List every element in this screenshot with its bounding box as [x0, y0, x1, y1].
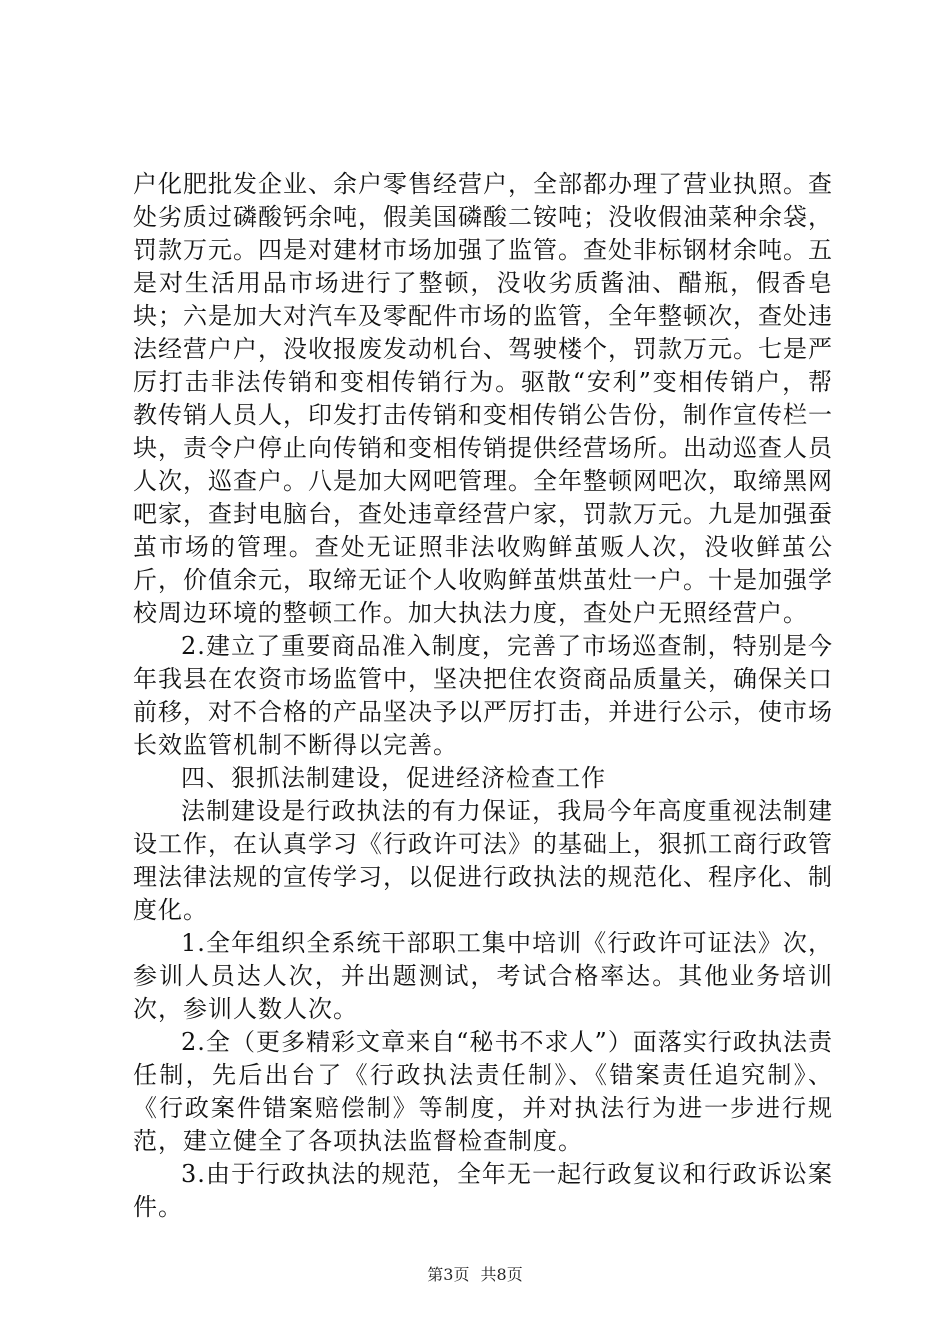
page-total: 共8页: [480, 1265, 523, 1284]
paragraph-legal-construction-intro: 法制建设是行政执法的有力保证，我局今年高度重视法制建设工作，在认真学习《行政许可法》的基础上，狠抓工商行政管理法律法规的宣传学习，以促进行政执法的规范化、程序化、制度化。: [133, 797, 833, 924]
paragraph-item-2-responsibility: 2.全（更多精彩文章来自“秘书不求人”）面落实行政执法责任制，先后出台了《行政执法责任制》、《错案责任追究制》、《行政案件错案赔偿制》等制度，并对执法行为进一步进行规范，建立健全了各项执法监督检查制度。: [133, 1028, 833, 1155]
section-heading-legal-construction: 四、狠抓法制建设，促进经济检查工作: [181, 764, 606, 792]
page-number: 第3页: [427, 1265, 470, 1284]
paragraph-item-1-training: 1.全年组织全系统干部职工集中培训《行政许可证法》次，参训人员达人次，并出题测试，考试合格率达。其他业务培训次，参训人数人次。: [133, 929, 833, 1023]
paragraph-item-2-access-system: 2.建立了重要商品准入制度，完善了市场巡查制，特别是今年我县在农资市场监管中，坚决把住农资商品质量关，确保关口前移，对不合格的产品坚决予以严厉打击，并进行公示，使市场长效监管机制不断得以完善。: [133, 632, 833, 759]
document-body: [133, 168, 833, 1224]
page-footer: [0, 1262, 950, 1285]
paragraph-item-3-no-cases: 3.由于行政执法的规范，全年无一起行政复议和行政诉讼案件。: [133, 1160, 833, 1221]
paragraph-market-rectification: 户化肥批发企业、余户零售经营户，全部都办理了营业执照。查处劣质过磷酸钙余吨，假美国磷酸二铵吨；没收假油菜种余袋，罚款万元。四是对建材市场加强了监管。查处非标钢材余吨。五是对生活用品市场进行了整顿，没收劣质酱油、醋瓶，假香皂块；六是加大对汽车及零配件市场的监管，全年整顿次，查处违法经营户户，没收报废发动机台、驾驶楼个，罚款万元。七是严厉打击非法传销和变相传销行为。驱散“安利”变相传销户，帮教传销人员人，印发打击传销和变相传销公告份，制作宣传栏一块，责令户停止向传销和变相传销提供经营场所。出动巡查人员人次，巡查户。八是加大网吧管理。全年整顿网吧次，取缔黑网吧家，查封电脑台，查处违章经营户家，罚款万元。九是加强蚕茧市场的管理。查处无证照非法收购鲜茧贩人次，没收鲜茧公斤，价值余元，取缔无证个人收购鲜茧烘茧灶一户。十是加强学校周边环境的整顿工作。加大执法力度，查处户无照经营户。: [133, 170, 833, 627]
